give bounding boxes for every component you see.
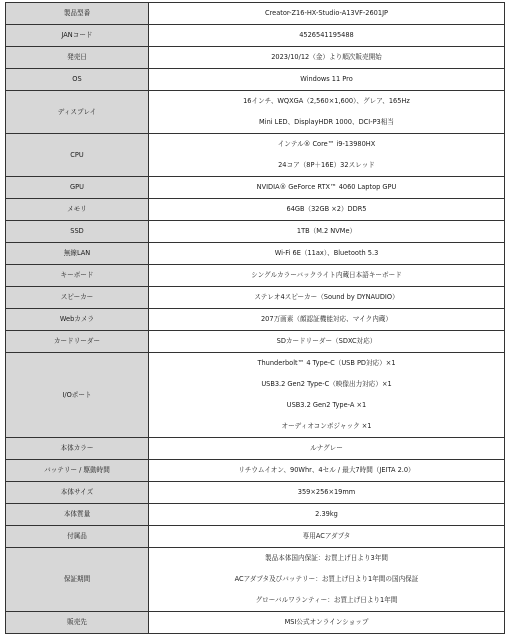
spec-value-line: USB3.2 Gen2 Type-A ×1 [286, 401, 367, 410]
spec-label: キーボード [6, 265, 149, 287]
spec-row [6, 309, 505, 331]
spec-value [149, 331, 505, 353]
spec-value [149, 287, 505, 309]
spec-row [6, 221, 505, 243]
spec-label: カードリーダー [6, 331, 149, 353]
spec-value-line: 4526541195488 [299, 31, 354, 40]
spec-row [6, 243, 505, 265]
spec-value-line: Creator-Z16-HX-Studio-A13VF-2601JP [264, 9, 388, 18]
spec-value-line: NVIDIA® GeForce RTX™ 4060 Laptop GPU [256, 183, 397, 192]
spec-label: 本体カラー [6, 438, 149, 460]
spec-row [6, 134, 505, 177]
spec-label: ディスプレイ [6, 91, 149, 134]
spec-value-line: Windows 11 Pro [300, 75, 353, 84]
spec-row [6, 526, 505, 548]
spec-label: JANコード [6, 25, 149, 47]
spec-value [149, 612, 505, 634]
spec-row [6, 265, 505, 287]
spec-row [6, 3, 505, 25]
spec-value-line: MSI公式オンラインショップ [284, 618, 369, 627]
spec-value-line: インテル® Core™ i9-13980HX [277, 140, 376, 149]
spec-value-line: Thunderbolt™ 4 Type-C（USB PD対応）×1 [257, 359, 396, 368]
spec-label: メモリ [6, 199, 149, 221]
spec-value-line: ステレオ4スピーカー（Sound by DYNAUDIO） [254, 293, 399, 302]
spec-row [6, 199, 505, 221]
spec-table-body [6, 3, 505, 634]
spec-label: GPU [6, 177, 149, 199]
spec-value-line: 2023/10/12（金）より順次販売開始 [271, 53, 382, 62]
spec-value-line: 359×256×19mm [297, 488, 356, 497]
spec-row [6, 177, 505, 199]
spec-row [6, 47, 505, 69]
spec-row [6, 504, 505, 526]
spec-value-line: USB3.2 Gen2 Type-C（映像出力対応）×1 [261, 380, 392, 389]
spec-value [149, 482, 505, 504]
spec-table [5, 2, 505, 634]
spec-label: 無線LAN [6, 243, 149, 265]
spec-value [149, 69, 505, 91]
spec-row [6, 353, 505, 438]
spec-label: Webカメラ [6, 309, 149, 331]
spec-value [149, 91, 505, 134]
spec-value [149, 134, 505, 177]
spec-value-line: シングルカラーバックライト内蔵日本語キーボード [251, 271, 402, 280]
spec-row [6, 69, 505, 91]
spec-value [149, 309, 505, 331]
spec-value-line: オーディオコンボジャック ×1 [281, 422, 372, 431]
spec-value-line: 1TB（M.2 NVMe） [296, 227, 357, 236]
spec-value-line: ルナグレー [310, 444, 343, 453]
spec-label: 販売先 [6, 612, 149, 634]
spec-value [149, 265, 505, 287]
spec-value [149, 460, 505, 482]
spec-row [6, 438, 505, 460]
spec-row [6, 331, 505, 353]
spec-label: 保証期間 [6, 548, 149, 612]
spec-label: SSD [6, 221, 149, 243]
spec-value-line: 207万画素（顔認証機能対応、マイク内蔵） [260, 315, 392, 324]
spec-value-line: グローバルワランティー：お買上げ日より1年間 [255, 596, 398, 605]
spec-value-line: 24コア（8P＋16E）32スレッド [278, 161, 375, 170]
spec-value [149, 3, 505, 25]
spec-value-line: ACアダプタ及びバッテリー：お買上げ日より1年間の国内保証 [234, 575, 419, 584]
spec-value [149, 199, 505, 221]
spec-value-line: 16インチ、WQXGA（2,560×1,600）、グレア、165Hz [243, 97, 410, 106]
spec-value [149, 25, 505, 47]
spec-label: 製品型番 [6, 3, 149, 25]
spec-value [149, 526, 505, 548]
spec-label: CPU [6, 134, 149, 177]
spec-row [6, 460, 505, 482]
spec-value [149, 221, 505, 243]
spec-value-line: 2.39kg [315, 510, 338, 519]
spec-value [149, 177, 505, 199]
spec-value [149, 47, 505, 69]
spec-row [6, 91, 505, 134]
spec-value [149, 353, 505, 438]
spec-label: 発売日 [6, 47, 149, 69]
spec-value [149, 438, 505, 460]
spec-label: 本体質量 [6, 504, 149, 526]
spec-label: 本体サイズ [6, 482, 149, 504]
spec-value-line: 製品本体国内保証：お買上げ日より3年間 [265, 554, 388, 563]
spec-value [149, 504, 505, 526]
spec-value-line: Wi-Fi 6E（11ax）、Bluetooth 5.3 [274, 249, 379, 258]
spec-value [149, 548, 505, 612]
spec-value-line: 専用ACアダプタ [302, 532, 351, 541]
spec-label: バッテリー / 駆動時間 [6, 460, 149, 482]
spec-label: 付属品 [6, 526, 149, 548]
spec-value-line: Mini LED、DisplayHDR 1000、DCI-P3相当 [259, 118, 394, 127]
spec-value [149, 243, 505, 265]
spec-row [6, 287, 505, 309]
spec-row [6, 482, 505, 504]
spec-row [6, 612, 505, 634]
spec-value-line: SDカードリーダー（SDXC対応） [276, 337, 377, 346]
spec-value-line: 64GB（32GB ×2）DDR5 [286, 205, 367, 214]
spec-label: スピーカー [6, 287, 149, 309]
spec-label: OS [6, 69, 149, 91]
spec-row [6, 548, 505, 612]
spec-row [6, 25, 505, 47]
spec-label: I/Oポート [6, 353, 149, 438]
spec-value-line: リチウムイオン、90Whr、4セル / 最大7時間（JEITA 2.0） [238, 466, 415, 475]
